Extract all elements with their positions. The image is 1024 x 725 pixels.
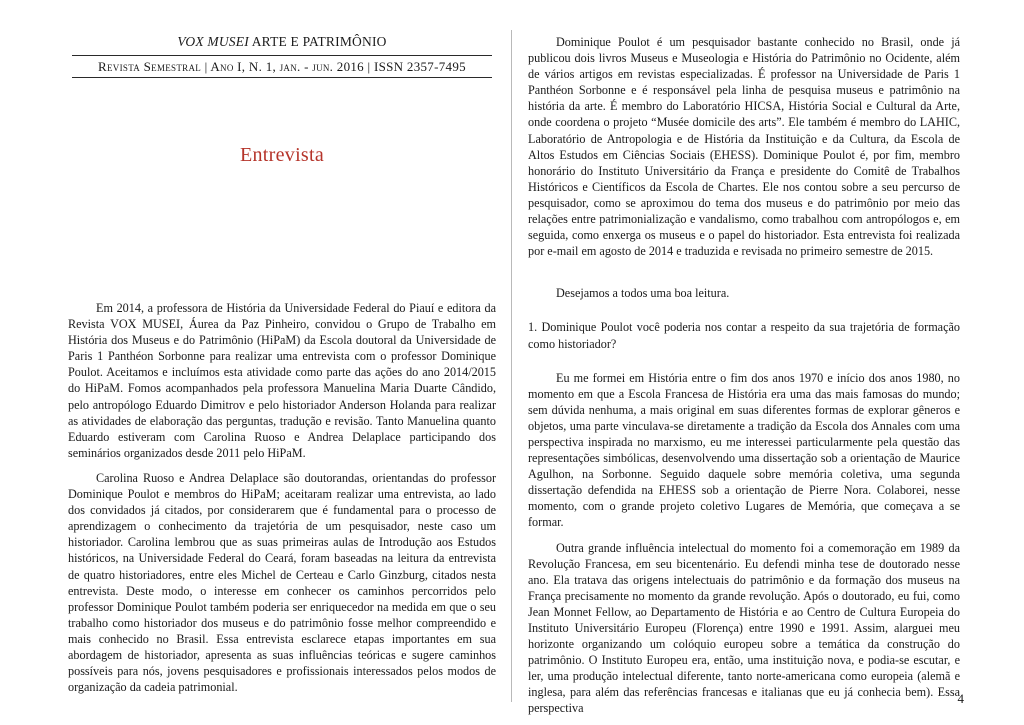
masthead-bottom-rule (72, 77, 492, 78)
left-paragraph-2: Carolina Ruoso e Andrea Delaplace são doutorandas, orientandas do professor Dominique Poulot e membros do HiPaM; aceitaram realizar uma entrevista, ao lado dos convidados já citados, por considerarem que é fundamental para o processo de aprendizagem o conhecimento da trajetória de um pesquisador, neste caso um historiador. Carolina lembrou que as suas primeiras aulas de Introdução aos Estudos históricos, na Universidade Federal do Ceará, foram baseadas na leitura da entrevista de quatro historiadores, entre eles Michel de Certeau e Carlo Ginzburg, citados nesta entrevista. Deste modo, o interesse em conhecer os caminhos percorridos pelo professor Dominique Poulot também poderia ser enriquecedor na medida em que o seu trabalho como historiador dos museus e do patrimônio fosse melhor compreendido e mais conhecido no Brasil. Essa entrevista esclarece etapas importantes em sua abordagem de historiador, apresenta as suas influências teóricas e sugere caminhos possíveis para nós, jovens pesquisadores e profissionais interessados pelos modos de organização da cadeia patrimonial. (68, 470, 496, 695)
page-number: 4 (957, 691, 964, 706)
left-paragraph-1: Em 2014, a professora de História da Universidade Federal do Piauí e editora da Revista VOX MUSEI, Áurea da Paz Pinheiro, convidou o Grupo de Trabalho em História dos Museus e do Patrimônio (HiPaM) da Escola doutoral da Universidade de Paris 1 Panthéon Sorbonne para realizar uma entrevista com o professor Dominique Poulot. Aceitamos e incluímos esta atividade como parte das ações do ano 2014/2015 do HiPaM. Fomos acompanhados pela professora Manuelina Maria Duarte Cândido, pelo antropólogo Eduardo Dimitrov e pelo historiador Anderson Holanda para realizar as atividades de elaboração das perguntas, tradução e revisão. Tanto Manuelina quanto Eduardo estiveram com Carolina Ruoso e Andrea Delaplace participando dos seminários organizados desde 2011 pelo HiPaM. (68, 301, 496, 460)
journal-subtitle: Revista Semestral | Ano I, N. 1, jan. - jun. 2016 | ISSN 2357-7495 (98, 58, 466, 74)
spacer-after-closing (528, 301, 960, 319)
journal-title (72, 34, 492, 51)
answer-paragraph-1: Eu me formei em História entre o fim dos anos 1970 e início dos anos 1980, no momento em que a Escola Francesa de História era uma das mais famosas do mundo; sem dúvida nenhuma, a mais original em suas diferentes formas de explorar gêneros e objetos, uma parte vinculava-se diretamente a tradição da Escola dos Annales com uma perspectiva inspirada no marxismo, eu me interessei particularmente pela questão das representações simbólicas, desenvolvendo uma dissertação sob a orientação de Maurice Agulhon, na Sorbonne. Seguido daquele sobre memória coletiva, uma segunda dissertação defendida na EHESS sob a orientação de Pierre Nora. Colaborei, nesse momento, com o grande projeto coletivo Lugares de Memória, que começava a se formar. (528, 370, 960, 530)
masthead-top-rule (72, 55, 492, 56)
spacer-after-intro (528, 259, 960, 285)
answer-paragraph-2: Outra grande influência intelectual do momento foi a comemoração em 1989 da Revolução Francesa, em seu bicentenário. Eu defendi minha tese de doutorado nesse ano. Ela tratava das origens intelectuais do patrimônio e da formação dos museus na França precisamente no momento da grande revolução. Após o doutorado, eu fui, como Jean Monnet Fellow, ao Departamento de História e ao Centro de Cultura Europeia do Instituto Universitário Europeu (Florença) entre 1990 e 1991. Assim, alarguei meu horizonte organizando um colóquio europeu sobre a temática da construção do patrimônio. O Instituto Europeu era, então, uma instituição nova, e podia-se escutar, e ler, uma produção intelectual diferente, tanto norte-americana como europeia (alemã e inglesa, para além das referências francesas e italianas que eu já conhecia bem). Essa perspectiva (528, 540, 960, 716)
column-divider (511, 30, 512, 702)
question-1: 1. Dominique Poulot você poderia nos contar a respeito da sua trajetória de formação como historiador? (528, 320, 960, 351)
right-intro-paragraph: Dominique Poulot é um pesquisador bastante conhecido no Brasil, onde já publicou dois livros Museus e Museologia e História do Patrimônio no Ocidente, além de vários artigos em revistas especializadas. É professor na Universidade de Paris 1 Panthéon Sorbonne e é responsável pela linha de pesquisa museus e patrimônio na história da arte. É membro do Laboratório HICSA, História Social e Cultural da Arte, onde coordena o projeto “Musée domicile des arts”. Ele também é membro do LAHIC, Laboratório de Antropologia e de História da Instituição e da Cultura, da Escola de Altos Estudos em Ciências Sociais (EHESS). Dominique Poulot é, por fim, membro honorário do Instituto Universitário da França e presidente do Comitê de Trabalhos Históricos e Científicos da Escola de Chartes. Ele nos contou sobre a seu percurso de pesquisador, como se aproximou do tema dos museus e do patrimônio por meio das relações entre patrimonialização e vandalismo, como trabalhou com antropólogos e, em seguida, como enxerga os museus e o papel do historiador. Esta entrevista foi realizada por e-mail em agosto de 2014 e traduzida e revisada no primeiro semestre de 2015. (528, 35, 960, 259)
spacer-after-question (528, 352, 960, 370)
journal-title-rest: ARTE E PATRIMÔNIO (248, 34, 387, 49)
masthead (72, 34, 492, 78)
section-title: Entrevista (239, 144, 325, 166)
closing-line: Desejamos a todos uma boa leitura. (556, 286, 730, 301)
right-column (528, 34, 960, 717)
journal-title-italic: VOX MUSEI (177, 34, 249, 49)
left-column (68, 300, 496, 695)
